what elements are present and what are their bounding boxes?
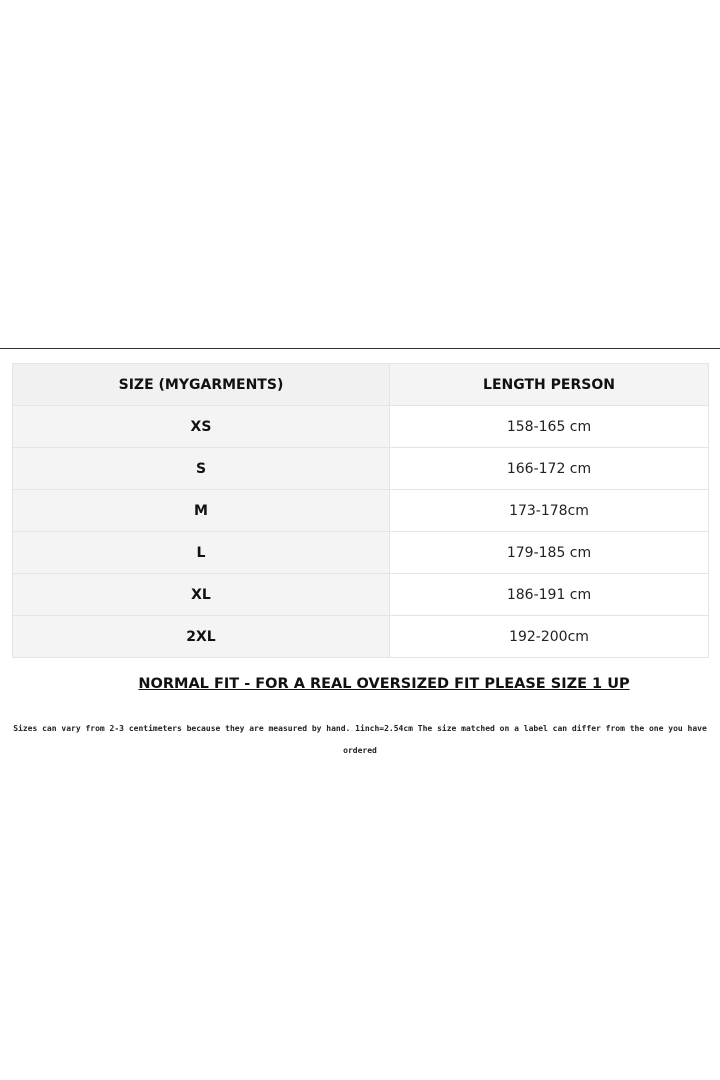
divider-line [0,348,720,349]
size-cell: 2XL [13,616,390,658]
length-cell: 158-165 cm [390,406,709,448]
disclaimer-line-1: Sizes can vary from 2-3 centimeters because they are measured by hand. 1inch=2.54cm The size matched on a label can differ from the one you have [13,724,707,733]
fit-note: NORMAL FIT - FOR A REAL OVERSIZED FIT PLEASE SIZE 1 UP [138,676,630,692]
size-cell: M [13,490,390,532]
length-cell: 192-200cm [390,616,709,658]
table-header-row [13,364,709,406]
length-cell: 166-172 cm [390,448,709,490]
size-chart-table [12,363,709,658]
size-cell: L [13,532,390,574]
size-cell: S [13,448,390,490]
table-row [13,616,709,658]
table-row [13,448,709,490]
disclaimer-line-2: ordered [343,746,377,755]
header-size: SIZE (MYGARMENTS) [13,364,390,406]
size-cell: XL [13,574,390,616]
sizing-disclaimer [0,718,720,762]
length-cell: 179-185 cm [390,532,709,574]
table-row [13,532,709,574]
table-row [13,490,709,532]
header-length-person: LENGTH PERSON [390,364,709,406]
table-row [13,574,709,616]
length-cell: 173-178cm [390,490,709,532]
size-cell: XS [13,406,390,448]
table-row [13,406,709,448]
length-cell: 186-191 cm [390,574,709,616]
